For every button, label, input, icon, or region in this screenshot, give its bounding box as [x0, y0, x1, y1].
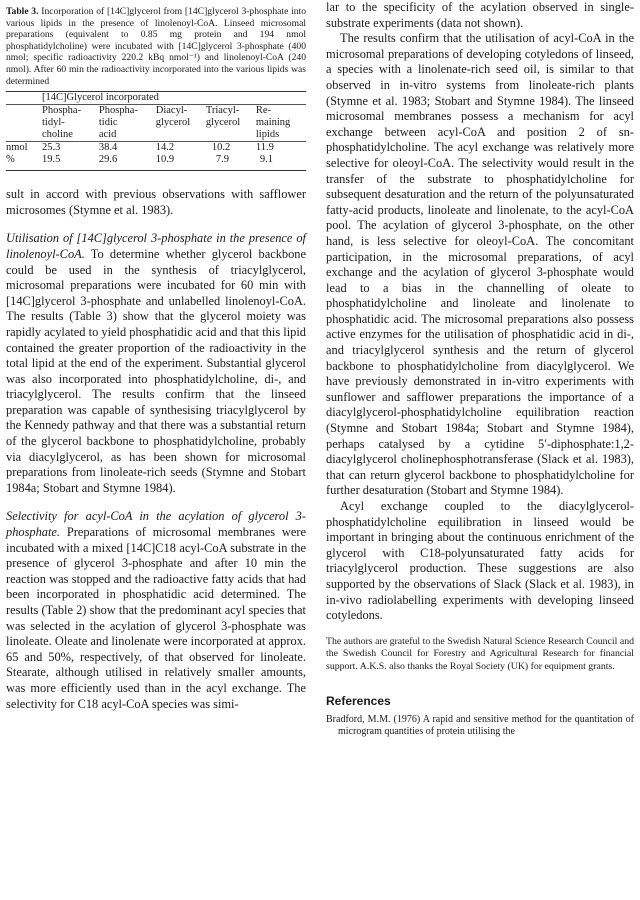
table3 — [6, 92, 306, 166]
right-column — [326, 0, 634, 738]
table-cell: 19.5 — [42, 154, 61, 166]
table-cell: 9.1 — [259, 154, 273, 166]
section-body: Preparations of microsomal membranes were incubated with a mixed [14C]C18 acyl-CoA substrate in the presence of glycerol 3-phosphate and after 10 min the reaction was stopped and the radioactive fatty acids that had been incorporated in phosphatidic acid determined. The results (Table 2) show that the predominant acyl species that was selected in the acylation of glycerol 3-phosphate was linoleate. Oleate and linolenate were incorporated at approx. 65 and 50%, respectively, of that observed for linoleate. Stearate, although utilised in relatively smaller amounts, was more efficiently used than in the acyl exchange. The selectivity for C18 acyl-CoA species was simi- — [6, 525, 306, 711]
table-cell: 10.9 — [155, 154, 175, 166]
row-unit: % — [6, 154, 15, 166]
section-body: To determine whether glycerol backbone could be used in the synthesis of triacylglycerol, microsomal preparations were incubated for 60 min with [14C]glycerol 3-phosphate and unlabelled linolenoyl-CoA. The results (Table 3) show that the glycerol moiety was rapidly acylated to yield phosphatidic acid and that this lipid contained the greater proportion of the radioactivity in the total lipid at the end of the experiment. Substantial glycerol was also incorporated into phosphatidylcholine, di-, and triacylglycerol. The results confirm that the linseed preparation was capable of synthesising triacylglycerol by the Kennedy pathway and that there was a substantial return of the glycerol backbone to phosphatidylcholine, probably via diacylglycerol, as has been shown for microsomal preparations from linoleate-rich seeds (Stymne and Stobart 1984a; Stobart and Stymne 1984). — [6, 246, 307, 495]
section-selectivity — [6, 509, 306, 712]
body-paragraph: lar to the specificity of the acylation observed in single-substrate experiments (data not shown). — [326, 0, 634, 30]
table-cell: 14.2 — [155, 142, 175, 154]
section-utilisation — [6, 231, 306, 496]
table3-caption-label: Table 3. — [6, 6, 39, 17]
table-cell: 11.9 — [255, 142, 274, 154]
body-paragraph: Acyl exchange coupled to the diacylglycerol-phosphatidylcholine equilibration in linseed would be important in bringing about the continuous enrichment of the glycerol with C18-polyunsaturated fatty acids for triacylglycerol production. These suggestions are also supported by the observations of Slack (Slack et al. 1983), in in-vivo radiolabelling experiments with developing linseed cotyledons. — [326, 499, 634, 623]
section-heading: Selectivity for acyl-CoA in the acylation of glycerol 3-phosphate. — [6, 509, 306, 540]
acknowledgements: The authors are grateful to the Swedish Natural Science Research Council and the Swedish Council for Forestry and Agricultural Research for financial support. A.K.S. also thanks the Royal Society (UK) for equipment grants. — [326, 635, 634, 672]
table3-caption-text: Incorporation of [14C]glycerol from [14C]glycerol 3-phosphate into various lipids in the presence of linolenoyl-CoA. Linseed microsomal preparations (equivalent to 0.85 mg protein and 194 nmol phosphatidylcholine) were incubated with [14C]glycerol 3-phosphate (400 nmol; specific radioactivity 220.2 kBq nmol⁻¹) and linolenoyl-CoA (240 nmol). After 60 min the radioactivity incorporated into the various lipids was determined — [6, 6, 306, 87]
body-paragraph: sult in accord with previous observations with safflower microsomes (Stymne et al. 1983). — [6, 187, 306, 217]
table3-span-header: [14C]Glycerol incorporated — [42, 92, 159, 104]
col-header-dag: Diacyl- glycerol — [155, 105, 191, 129]
table-cell: 7.9 — [215, 154, 229, 166]
section-heading: Utilisation of [14C]glycerol 3-phosphate in the presence of linolenoyl-CoA. — [6, 231, 306, 261]
table3-caption — [6, 6, 306, 87]
col-header-pa: Phospha- tidic acid — [98, 105, 138, 141]
table3-column-headers — [6, 105, 306, 142]
left-column — [6, 0, 306, 712]
table-row — [6, 154, 306, 166]
table-cell: 25.3 — [42, 142, 61, 154]
row-unit: nmol — [6, 142, 28, 154]
col-header-pc: Phospha- tidyl- choline — [42, 105, 82, 141]
table-cell: 38.4 — [98, 142, 118, 154]
col-header-tag: Triacyl- glycerol — [205, 105, 241, 129]
reference-item: Bradford, M.M. (1976) A rapid and sensitive method for the quantitation of microgram quantities of protein utilising the — [326, 713, 634, 737]
col-header-remaining: Re- maining lipids — [255, 105, 291, 141]
table-cell: 10.2 — [211, 142, 231, 154]
body-paragraph: The results confirm that the utilisation of acyl-CoA in the microsomal preparations of developing cotyledons of linseed, a species with a linolenate-rich seed oil, is similar to that observed in in-vitro systems from linoleate-rich plants (Stymne et al. 1983; Stobart and Stymne 1984). The linseed microsomal membranes possess a mechanism for acyl exchange between acyl-CoA and position 2 of sn-phosphatidylcholine. The acyl exchange was relatively more selective for oleoyl-CoA. The selectivity would result in the transfer of the substrate to phosphatidylcholine for subsequent desaturation and the return of the polyunsaturated fatty-acid products, linoleate and linolenate, to the acyl-CoA pool. The acylation of glycerol 3-phosphate, on the other hand, is less selective for oleoyl-CoA. The concomitant participation, in the microsomal preparations, of acyl exchange and the acylation of glycerol 3-phosphate would lead to a bias in the channelling of oleate to phosphatidylcholine and linoleate and linolenate to phosphatidic acid. The microsomal preparations also possess active enzymes for the utilisation of phosphatidic acid in di-, and triacylglycerol synthesis and the return of glycerol backbone to phosphatidylcholine from diacylglycerol. We have previously demonstrated in in-vitro experiments with sunflower and safflower preparations the importance of a diacylglycerol-phosphatidylcholine equilibration reaction (Stymne and Stobart 1984a; Stobart and Stymne 1984), perhaps catalysed by a cytidine 5′-diphosphate:1,2-diacylglycerol cholinephosphotransferase (Slack et al. 1983), that can return glycerol backbone to phosphatidylcholine for further desaturation (Stobart and Stymne 1984). — [326, 31, 634, 498]
table-cell: 29.6 — [98, 154, 118, 166]
references-heading: References — [326, 693, 391, 708]
table-row — [6, 142, 306, 154]
